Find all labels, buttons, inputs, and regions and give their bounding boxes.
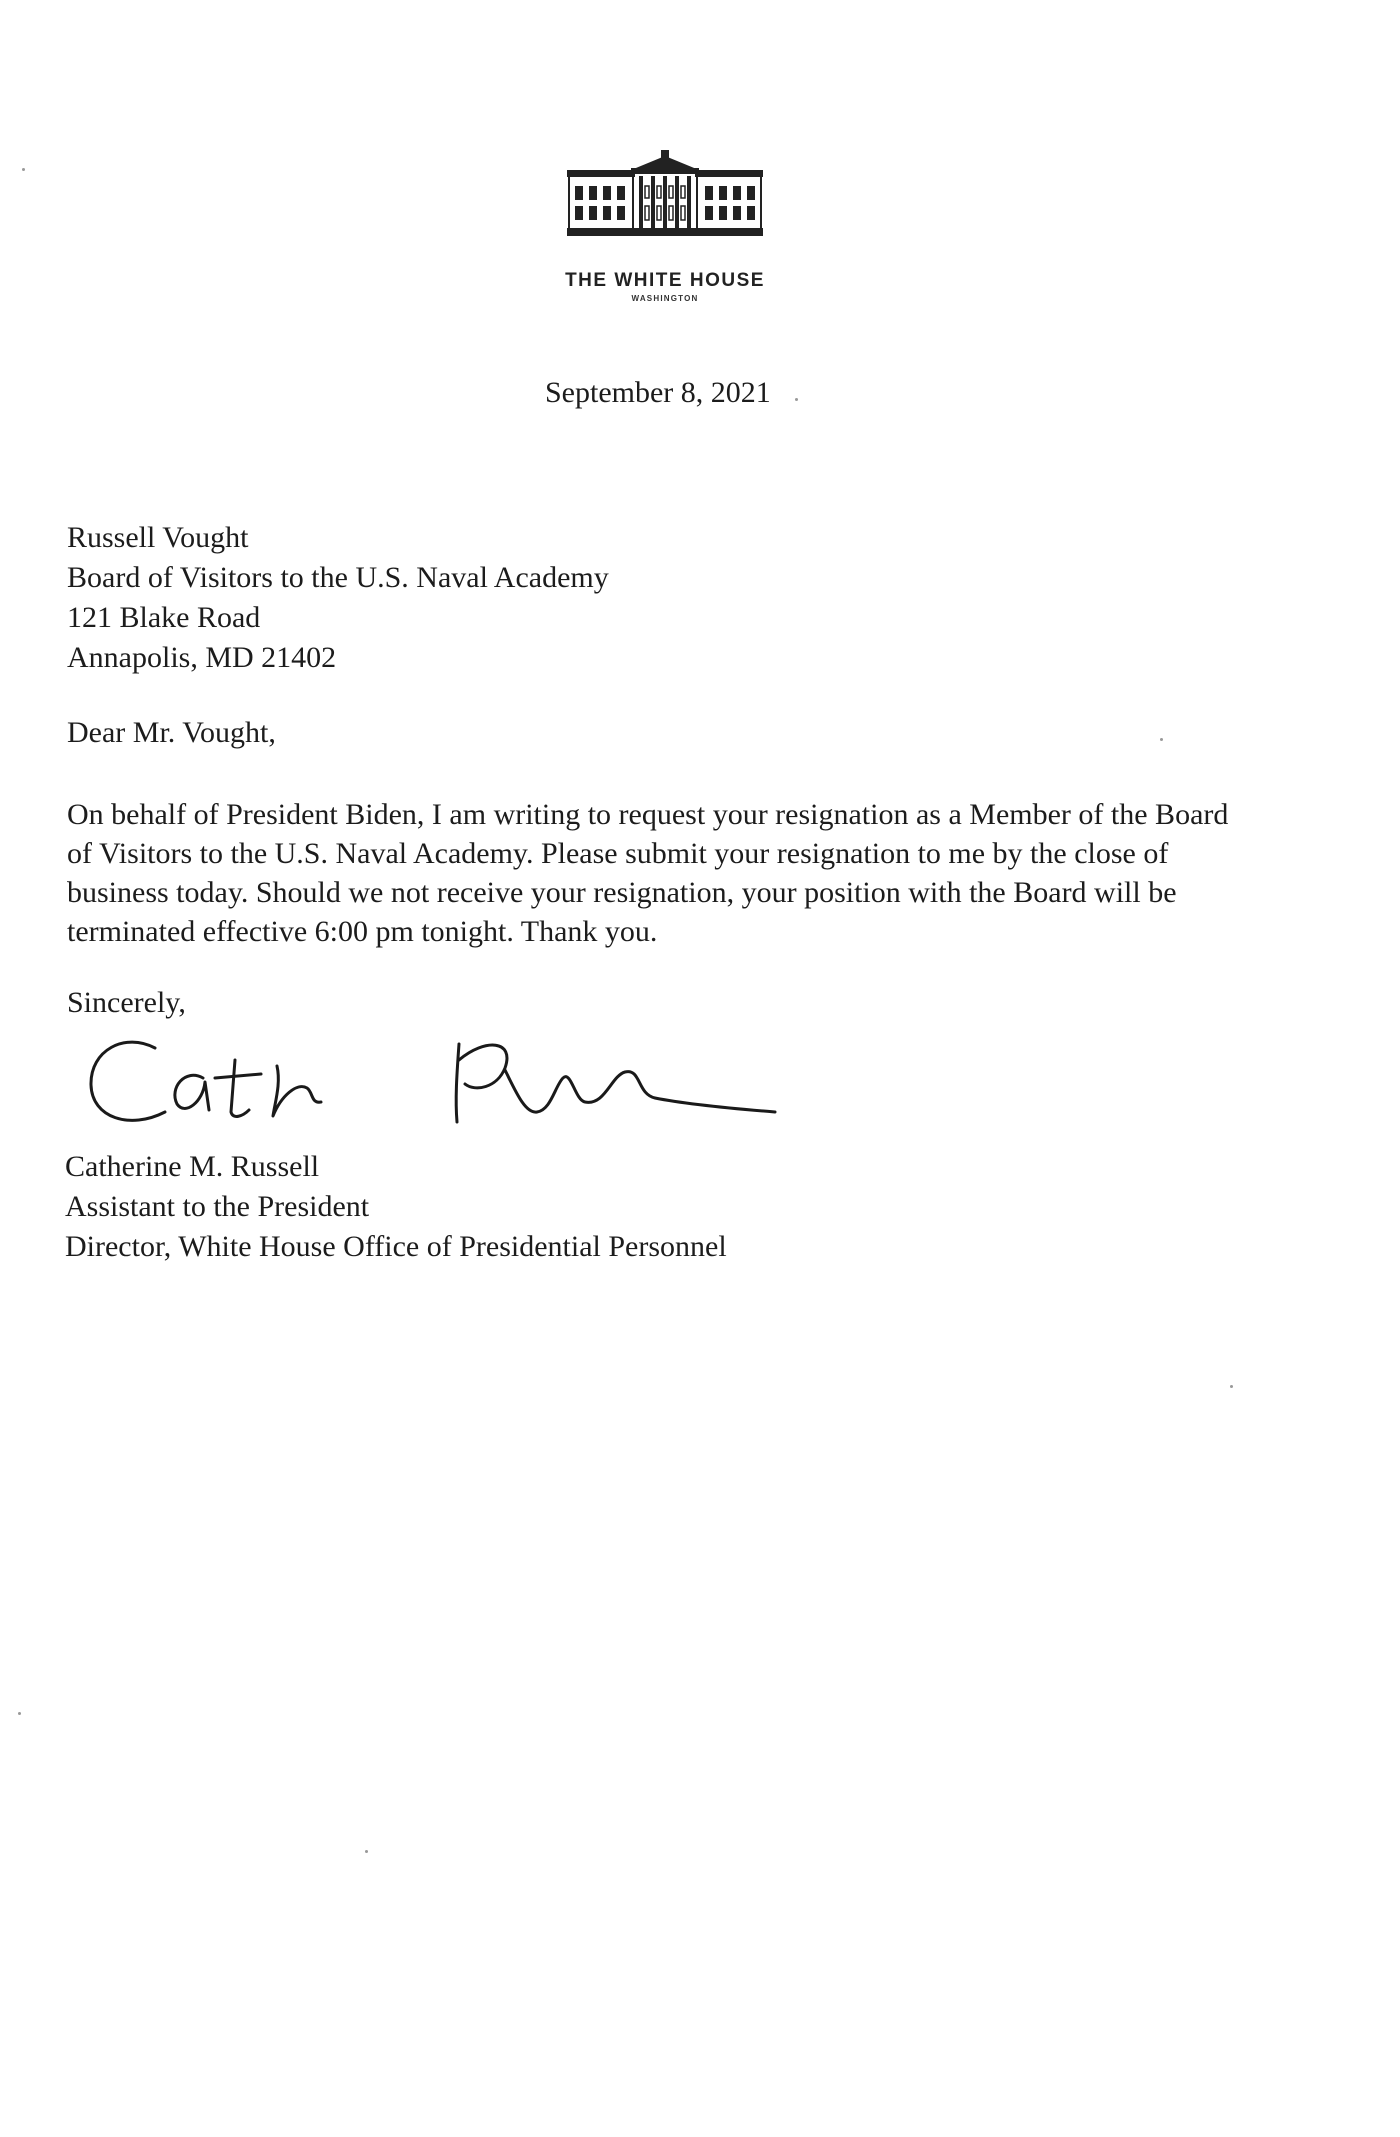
handwritten-signature — [85, 1030, 805, 1145]
recipient-city-state-zip: Annapolis, MD 21402 — [67, 641, 337, 674]
body-line: of Visitors to the U.S. Naval Academy. Please submit your resignation to me by the close of — [67, 837, 1169, 870]
signer-name: Catherine M. Russell — [65, 1150, 320, 1183]
recipient-street: 121 Blake Road — [67, 601, 261, 634]
scan-speck — [18, 1712, 21, 1715]
signature-icon — [85, 1030, 805, 1140]
scan-speck — [1230, 1385, 1233, 1388]
signature-block — [65, 1147, 727, 1267]
salutation: Dear Mr. Vought, — [67, 716, 276, 749]
valediction: Sincerely, — [67, 986, 186, 1019]
recipient-address — [67, 518, 609, 678]
body-line: business today. Should we not receive your resignation, your position with the Board will be — [67, 876, 1177, 909]
letter-body — [67, 795, 1357, 951]
white-house-icon — [567, 150, 763, 240]
letter-date: September 8, 2021 — [545, 376, 771, 409]
letterhead-title: THE WHITE HOUSE — [565, 270, 765, 291]
scan-speck — [365, 1850, 368, 1853]
letterhead-subtitle: WASHINGTON — [631, 294, 699, 303]
body-line: terminated effective 6:00 pm tonight. Thank you. — [67, 915, 658, 948]
recipient-organization: Board of Visitors to the U.S. Naval Academy — [67, 561, 609, 594]
scan-speck — [795, 398, 798, 401]
recipient-name: Russell Vought — [67, 521, 249, 554]
body-line: On behalf of President Biden, I am writing to request your resignation as a Member of the Board — [67, 798, 1229, 831]
letterhead — [540, 150, 790, 303]
scan-speck — [1160, 738, 1163, 741]
signer-title: Director, White House Office of Presidential Personnel — [65, 1230, 727, 1263]
signer-title: Assistant to the President — [65, 1190, 370, 1223]
scan-speck — [22, 168, 25, 171]
